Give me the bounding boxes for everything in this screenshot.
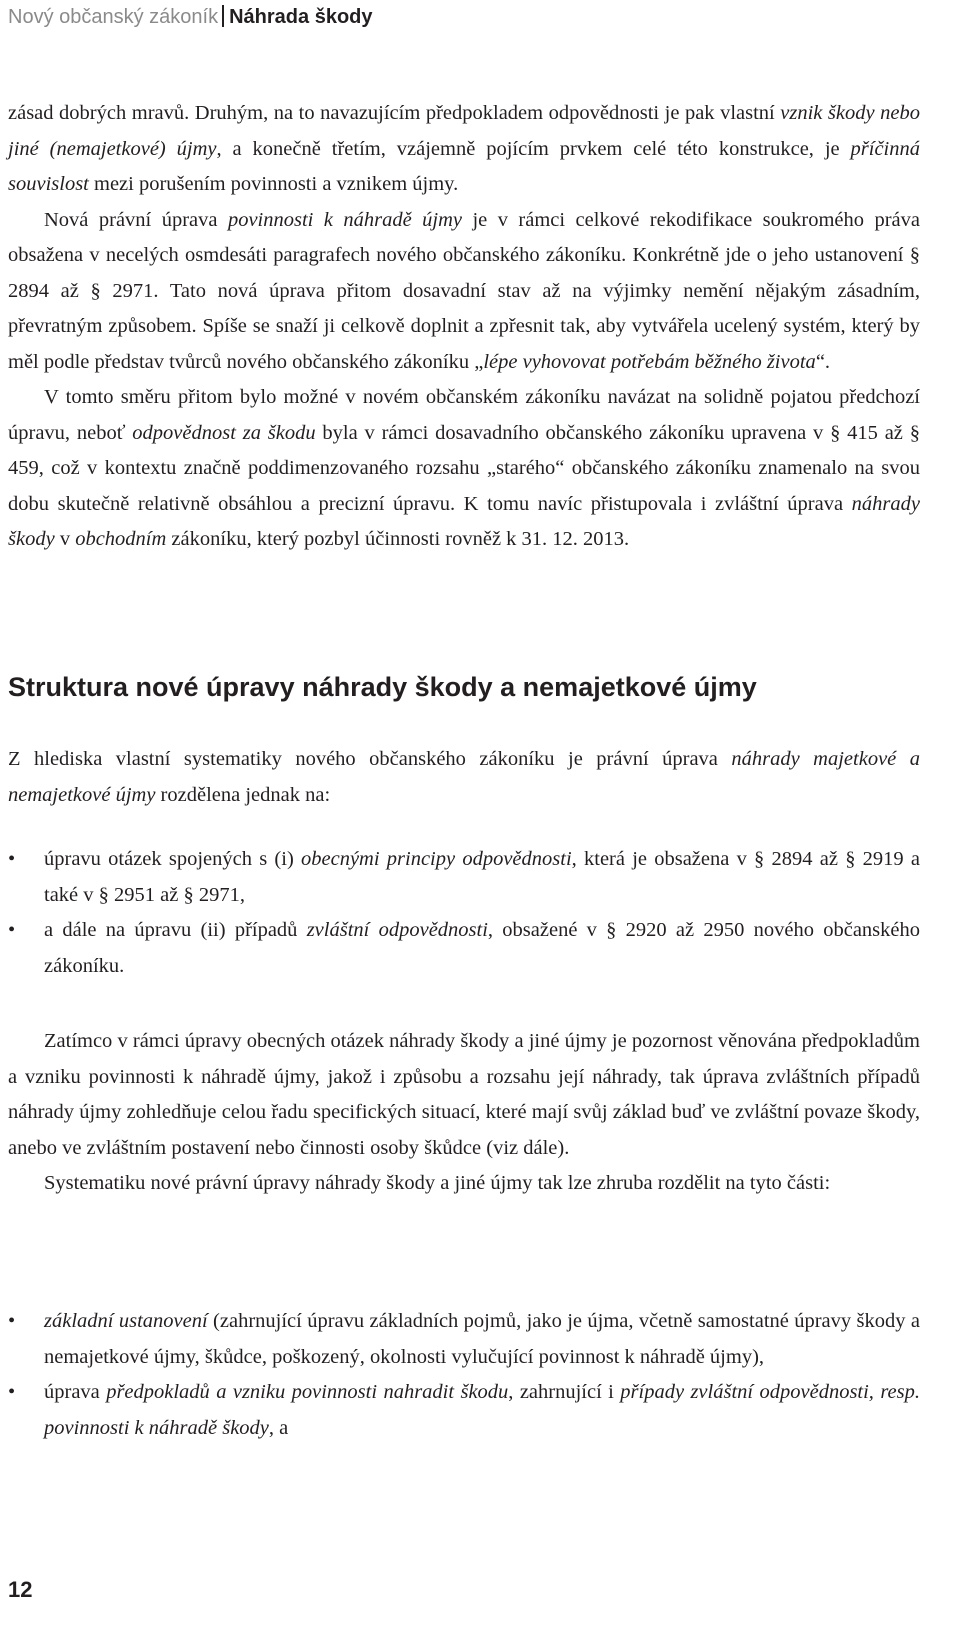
header-series-title: Nový občanský zákoník: [8, 6, 219, 28]
text-run: (zahrnující úpravu základních pojmů, jako je újma, včetně samostatné úpravy škody a nemajetkové újmy, škůdce, poškozený, okolnosti vylučující povinnost k náhradě újmy),: [44, 1310, 920, 1368]
text-run: , obsažené v § 2920 až 2950 nového občanského zákoníku.: [44, 919, 920, 977]
text-run: “.: [815, 350, 831, 373]
italic-run: vznik škody nebo jiné (nemajetkové) újmy: [8, 102, 920, 160]
italic-run: náhrady škody: [8, 492, 920, 550]
bullet-icon: •: [8, 1310, 16, 1332]
text-run: , a konečně třetím, vzájemně pojícím prvkem celé této konstrukce, je: [216, 137, 851, 160]
paragraph-4: [8, 742, 920, 813]
running-header: [8, 2, 373, 32]
italic-run: předpokladů a vzniku povinnosti nahradit škodu: [106, 1381, 509, 1403]
body-block-intro: [8, 96, 920, 558]
text-run: zákoníku, který pozbyl účinnosti rovněž k 31. 12. 2013.: [166, 528, 630, 550]
text-run: a dále na úpravu (ii) případů: [44, 919, 307, 941]
text-run: mezi porušením povinnosti a vznikem újmy.: [88, 173, 459, 195]
italic-run: obchodním: [75, 528, 167, 550]
paragraph-5: Zatímco v rámci úpravy obecných otázek náhrady škody a jiné újmy je pozornost věnována předpokladům a vzniku povinnosti k náhradě újmy, jakož i způsobu a rozsahu její náhrady, tak úprava zvláštních případů náhrady újmy zohledňuje celou řadu specifických situací, které mají svůj základ buď ve zvláštní povaze škody, anebo ve zvláštním postavení nebo činnosti osoby škůdce (viz dále).: [8, 1030, 920, 1159]
italic-run: základní ustanovení: [44, 1310, 208, 1332]
body-block-systematics: [8, 1024, 920, 1202]
text-run: je v rámci celkové rekodifikace soukromého práva obsažena v necelých osmdesáti paragrafech nového občanského zákoníku. Konkrétně jde o jeho ustanovení § 2894 až § 2971. Tato nová úprava přitom dosavadní stav až na výjimky nemění nějakým zásadním, převratným způsobem. Spíše se snaží ji celkově doplnit a zpřesnit tak, aby vytvářela ucelený systém, který by měl podle představ tvůrců nového občanského zákoníku „: [8, 208, 920, 373]
text-run: rozdělena jednak na:: [155, 783, 331, 806]
text-run: , která je obsažena v § 2894 až § 2919 a také v § 2951 až § 2971,: [44, 848, 920, 906]
paragraph-2: [8, 203, 920, 381]
italic-run: příčinná souvislost: [8, 137, 920, 195]
bullet-icon: •: [8, 1381, 16, 1403]
italic-run: lépe vyhovovat potřebám běžného života: [483, 350, 816, 373]
paragraph-6: Systematiku nové právní úpravy náhrady škody a jiné újmy tak lze zhruba rozdělit na tyto části:: [44, 1172, 831, 1194]
list-item: [8, 1375, 920, 1446]
text-run: úprava: [44, 1381, 107, 1403]
text-run: V tomto směru přitom bylo možné v novém občanském zákoníku navázat na solidně pojatou předchozí úpravu, neboť: [8, 386, 920, 444]
text-run: úpravu otázek spojených s (i): [44, 848, 302, 870]
bullet-icon: •: [8, 848, 16, 870]
italic-run: náhrady majetkové a nemajetkové újmy: [8, 748, 920, 806]
text-run: v: [54, 528, 76, 550]
list-item: [8, 1304, 920, 1375]
italic-run: odpovědnost za škodu: [132, 421, 316, 444]
list-item: [8, 842, 920, 913]
italic-run: povinnosti k náhradě újmy: [227, 208, 463, 231]
bullet-list-2: [8, 1304, 920, 1446]
bullet-icon: •: [8, 919, 16, 941]
italic-run: obecnými principy odpovědnosti: [301, 848, 572, 870]
italic-run: zvláštní odpovědnosti: [306, 919, 488, 941]
header-separator: [222, 5, 224, 27]
text-run: byla v rámci dosavadního občanského zákoníku upravena v § 415 až § 459, což v kontextu značně poddimenzovaného rozsahu „starého“ občanského zákoníku znamenalo na svou dobu skutečně relativně obsáhlou a precizní úpravu. K tomu navíc přistupovala i zvláštní úprava: [8, 421, 920, 515]
text-run: Nová právní úprava: [44, 208, 228, 231]
bullet-list-1: [8, 842, 920, 984]
paragraph-3: [8, 380, 920, 558]
text-run: , a: [268, 1416, 289, 1439]
text-run: Z hlediska vlastní systematiky nového občanského zákoníku je právní úprava: [8, 748, 732, 770]
page-number: 12: [8, 1577, 33, 1602]
paragraph-1: [8, 96, 920, 203]
header-chapter-title: Náhrada škody: [229, 6, 373, 28]
list-item: [8, 913, 920, 984]
text-run: , zahrnující i: [508, 1381, 621, 1403]
body-block-structure: [8, 742, 920, 813]
italic-run: případy zvláštní odpovědnosti, resp. povinnosti k náhradě škody: [44, 1381, 921, 1439]
text-run: zásad dobrých mravů. Druhým, na to navazujícím předpokladem odpovědnosti je pak vlastní: [8, 102, 781, 124]
section-heading: Struktura nové úpravy náhrady škody a nemajetkové újmy: [8, 672, 757, 702]
